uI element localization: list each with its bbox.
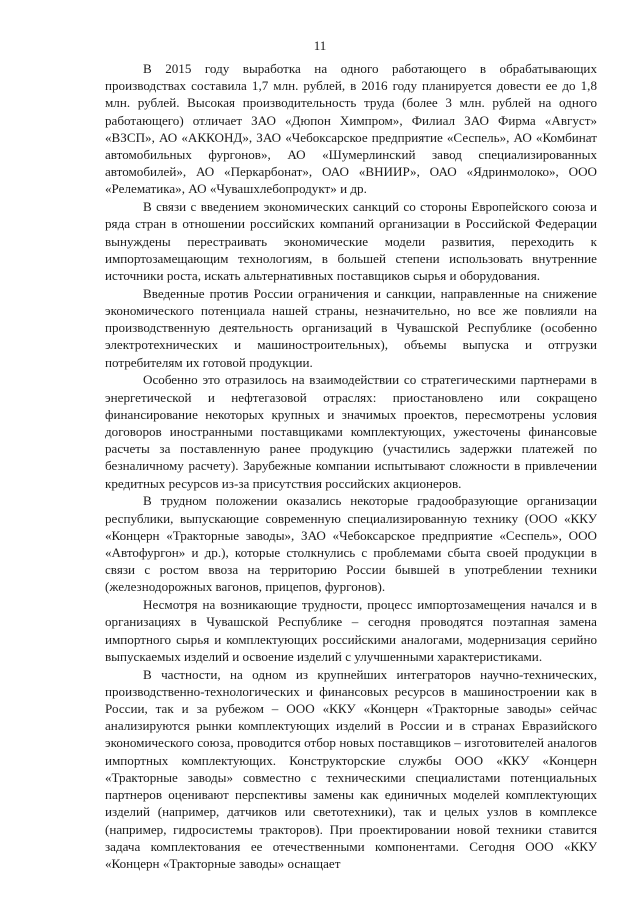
document-body [105, 60, 597, 872]
paragraph-4: Особенно это отразилось на взаимодействии со стратегическими партнерами в энергетической и нефтегазовой отраслях: приостановлено или сокращено финансирование некоторых крупных и значимых проектов, пересмотрены условия договоров иностранными поставщиками комплектующих, ужесточены финансовые расчеты за поставленную ранее продукцию (участились задержки платежей по безналичному расчету). Зарубежные компании испытывают сложности в привлечении кредитных ресурсов из-за присутствия российских акционеров. [105, 372, 597, 491]
paragraph-6: Несмотря на возникающие трудности, процесс импортозамещения начался и в организациях в Чувашской Республике – сегодня проводятся поэтапная замена импортного сырья и комплектующих российскими аналогами, модернизация серийно выпускаемых изделий и освоение изделий с улучшенными характеристиками. [105, 597, 597, 664]
page-number: 11 [313, 38, 327, 53]
paragraph-5: В трудном положении оказались некоторые градообразующие организации республики, выпускающие современную специализированную технику (ООО «ККУ «Концерн «Тракторные заводы», ЗАО «Чебоксарское предприятие «Сеспель», ООО «Автофургон» и др.), которые столкнулись с проблемами сбыта своей продукции в связи с ростом ввоза на территорию России бывшей в употреблении техники (железнодорожных вагонов, прицепов, фургонов). [105, 493, 597, 595]
paragraph-1: В 2015 году выработка на одного работающего в обрабатывающих производствах составила 1,7 млн. рублей, в 2016 году планируется довести ее до 1,8 млн. рублей. Высокая производительность труда (более 3 млн. рублей на одного работающего) отличает ЗАО «Дюпон Химпром», Филиал ЗАО Фирма «Август» «ВЗСП», АО «АККОНД», ЗАО «Чебоксарское предприятие «Сеспель», АО «Комбинат автомобильных фургонов», АО «Шумерлинский завод специализированных автомобилей», АО «Перкарбонат», ОАО «ВНИИР», ОАО «Ядринмолоко», ООО «Релематика», АО «Чувашхлебопродукт» и др. [105, 61, 597, 197]
paragraph-2: В связи с введением экономических санкций со стороны Европейского союза и ряда стран в отношении российских компаний организации в Российской Федерации вынуждены перестраивать экономические модели развития, переходить к импортозамещающим технологиям, в большей степени использовать внутренние источники роста, искать альтернативных поставщиков сырья и оборудования. [105, 199, 597, 284]
paragraph-3: Введенные против России ограничения и санкции, направленные на снижение экономического потенциала нашей страны, незначительно, но все же повлияли на производственную деятельность организаций в Чувашской Республике (особенно электротехнических и машиностроительных), объемы выпуска и отгрузки потребителям их готовой продукции. [105, 285, 597, 370]
paragraph-7: В частности, на одном из крупнейших интеграторов научно-технических, производственно-технологических и финансовых ресурсов в машиностроении как в России, так и за рубежом – ООО «ККУ «Концерн «Тракторные заводы» сейчас анализируются рынки комплектующих изделий в России и в странах Евразийского экономического союза, проводится отбор новых поставщиков – изготовителей аналогов импортных комплектующих. Конструкторские службы ООО «ККУ «Концерн «Тракторные заводы» совместно с техническими специалистами потенциальных партнеров оценивают перспективы замены как единичных моделей комплектующих изделий (например, датчиков или светотехники), так и целых узлов в комплексе (например, гидросистемы тракторов). При проектировании новой техники ставится задача комплектования ее отечественными компонентами. Сегодня ООО «ККУ «Концерн «Тракторные заводы» оснащает [105, 666, 597, 871]
